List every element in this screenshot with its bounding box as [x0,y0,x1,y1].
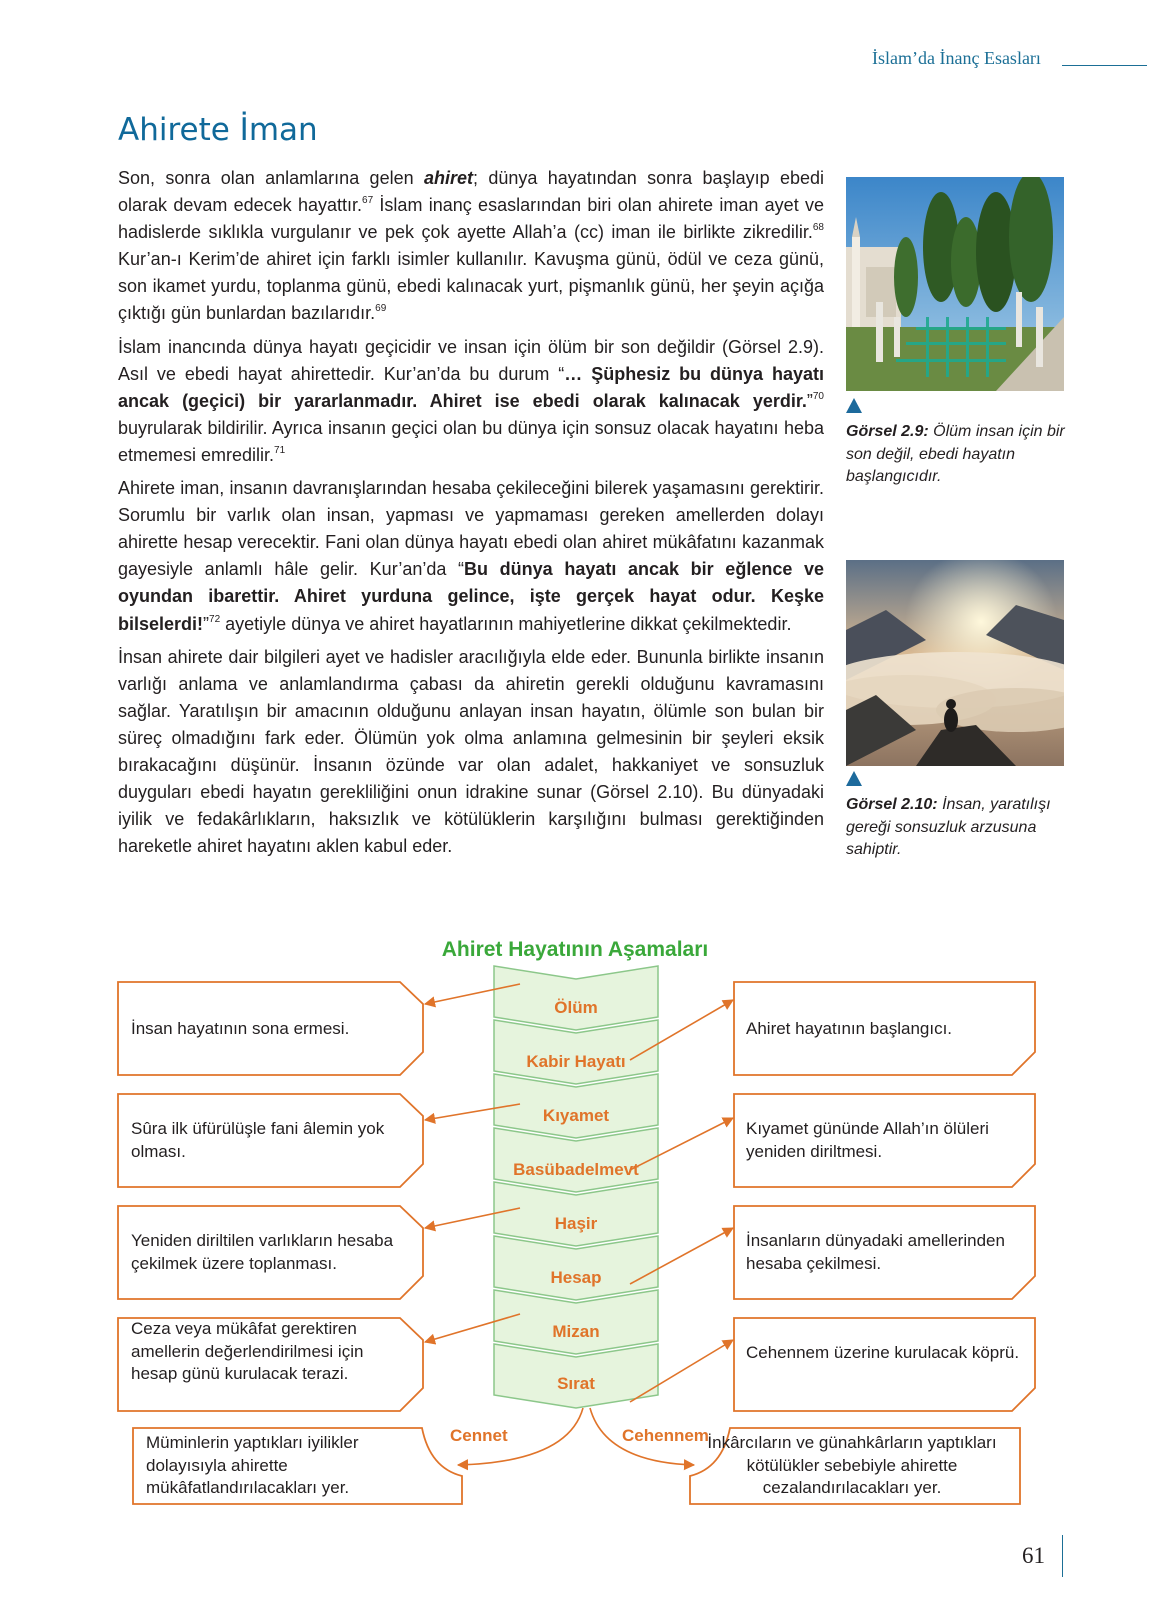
right-box-sirat: Cehennem üzerine kurulacak köprü. [746,1343,1020,1362]
figure-label: Görsel 2.10: [846,796,938,813]
diagram-title: Ahiret Hayatının Aşamaları [441,938,709,961]
left-box-mizan: Ceza veya mükâfat gerektiren amellerin değerlendirilmesi için hesap günü kurulacak terazi. [131,1319,364,1383]
page-title: Ahirete İman [118,112,318,148]
cennet-box-text: Müminlerin yaptıkları iyilikler dolayısıyla ahirette mükâfatlandırılacakları yer. [146,1433,359,1497]
right-box-basubadelmevt: Kıyamet gününde Allah’ın ölüleri yeniden diriltmesi. [746,1119,989,1161]
footnote-ref: 68 [812,222,824,234]
stage-sirat: Sırat [557,1374,595,1393]
stage-basubadelmevt: Basübadelmevt [513,1160,639,1179]
stage-mizan: Mizan [552,1322,600,1341]
footnote-ref: 71 [274,444,286,456]
figure-caption-text: İnsan, yaratılışı gereği sonsuzluk arzusuna sahiptir. [846,796,1051,858]
footnote-ref: 70 [812,390,824,402]
stage-kabir-hayati: Kabir Hayatı [526,1052,626,1071]
header-section-title: İslam’da İnanç Esasları [872,48,1041,68]
right-box-kabir: Ahiret hayatının başlangıcı. [746,1019,953,1038]
figure-caption-text: Ölüm insan için bir son değil, ebedi hayatın başlangıcıdır. [846,423,1065,485]
left-box-kiyamet: Sûra ilk üfürülüşle fani âlemin yok olması. [131,1119,385,1161]
page-number-rule [1062,1535,1063,1577]
paragraph-4: İnsan ahirete dair bilgileri ayet ve hadisler aracılığıyla elde eder. Bununla birlikte insanın varlığı anlama ve anlamlandırma çabası da ahiretin gerekli olduğunu kavramasını sağlar. Yaratılışın bir amacının olduğunu anlayan insan hayatın, ölümle son bulan bir süreç olmadığını fark eder. Ölümün yok olma anlamına gelmesinin bir şeyleri eksik bırakacağını düşünür. İnsanın özünde var olan adalet, hakkaniyet ve sonsuzluk duyguları ebedi hayatın gerekliliğini onun idrakine sunar (Görsel 2.10). Bu dünyadaki iyilik ve fedakârlıkların, haksızlık ve kötülüklerin karşılığını bulması gerektiğinden hareketle ahiret hayatını aklen kabul eder. [118,646,824,857]
page-number: 61 [1022,1543,1045,1568]
left-box-hasir: Yeniden diriltilen varlıkların hesaba çekilmek üzere toplanması. [131,1231,394,1273]
paragraph-2: İslam inancında dünya hayatı geçicidir ve insan için ölüm bir son değildir (Görsel 2.9). Asıl ve ebedi hayat ahirettedir. Kur’an’da bu durum “… Şüphesiz bu dünya hayatı ancak (geçici) bir yararlanmadır. Ahiret ise ebedi olarak kalınacak yerdir.”$^{70}$ buyrularak bildirilir. Ayrıca insanın geçici olan bu dünya için sonsuz olacak hayatını heba etmemesi emredilir.$^{71}$ [118,336,825,465]
stage-hasir: Haşir [554,1214,598,1233]
figure-label: Görsel 2.9: [846,423,929,440]
footnote-ref: 72 [209,613,221,625]
paragraph-1: Son, sonra olan anlamlarına gelen ahiret; dünya hayatından sonra başlayıp ebedi olarak devam edecek hayattır.$^{67}$ İslam inanç esaslarından biri olan ahirete iman ayet ve hadislerde sıklıkla vurgulanır ve pek çok ayette Allah’a (cc) iman ile birlikte zikredilir.$^{68}$ Kur’an-ı Kerim’de ahiret için farklı isimler kullanılır. Kavuşma günü, ödül ve ceza günü, son ikamet yurdu, toplanma günü, ebedi kalınacak yurt, pişmanlık günü, her şeyin açığa çıktığı gün bunlardan bazılarıdır.$^{69}$ [118,168,824,324]
stage-olum: Ölüm [554,998,598,1017]
right-box-hesap: İnsanların dünyadaki amellerinden hesaba çekilmesi. [746,1231,1005,1273]
branch-label-cehennem: Cehennem [622,1426,709,1445]
footnote-ref: 69 [375,303,387,315]
right-box-outline [734,1318,1035,1411]
footnote-ref: 67 [362,195,374,207]
stage-kiyamet: Kıyamet [542,1106,610,1125]
cehennem-box-text: İnkârcıların ve günahkârların yaptıkları kötülükler sebebiyle ahirette cezalandırılacakları yer. [707,1433,997,1497]
branch-label-cennet: Cennet [450,1426,508,1445]
stage-hesap: Hesap [550,1268,602,1287]
left-box-olum: İnsan hayatının sona ermesi. [131,1019,350,1038]
paragraph-3: Ahirete iman, insanın davranışlarından hesaba çekileceğini bilerek yaşamasını gerektirir. Sorumlu bir varlık olan insan, yapması ve yapmaması gereken amellerden dolayı ahirette hesap verecektir. Fani olan dünya hayatı ebedi olan ahiret mükâfatını kazanmak gayesiyle anlamlı hâle gelir. Kur’an’da “Bu dünya hayatı ancak bir eğlence ve oyundan ibarettir. Ahiret yurduna gelince, işte gerçek hayat odur. Keşke bilselerdi!”$^{72}$ ayetiyle dünya ve ahiret hayatlarının mahiyetlerine dikkat çekilmektedir. [118,478,825,634]
